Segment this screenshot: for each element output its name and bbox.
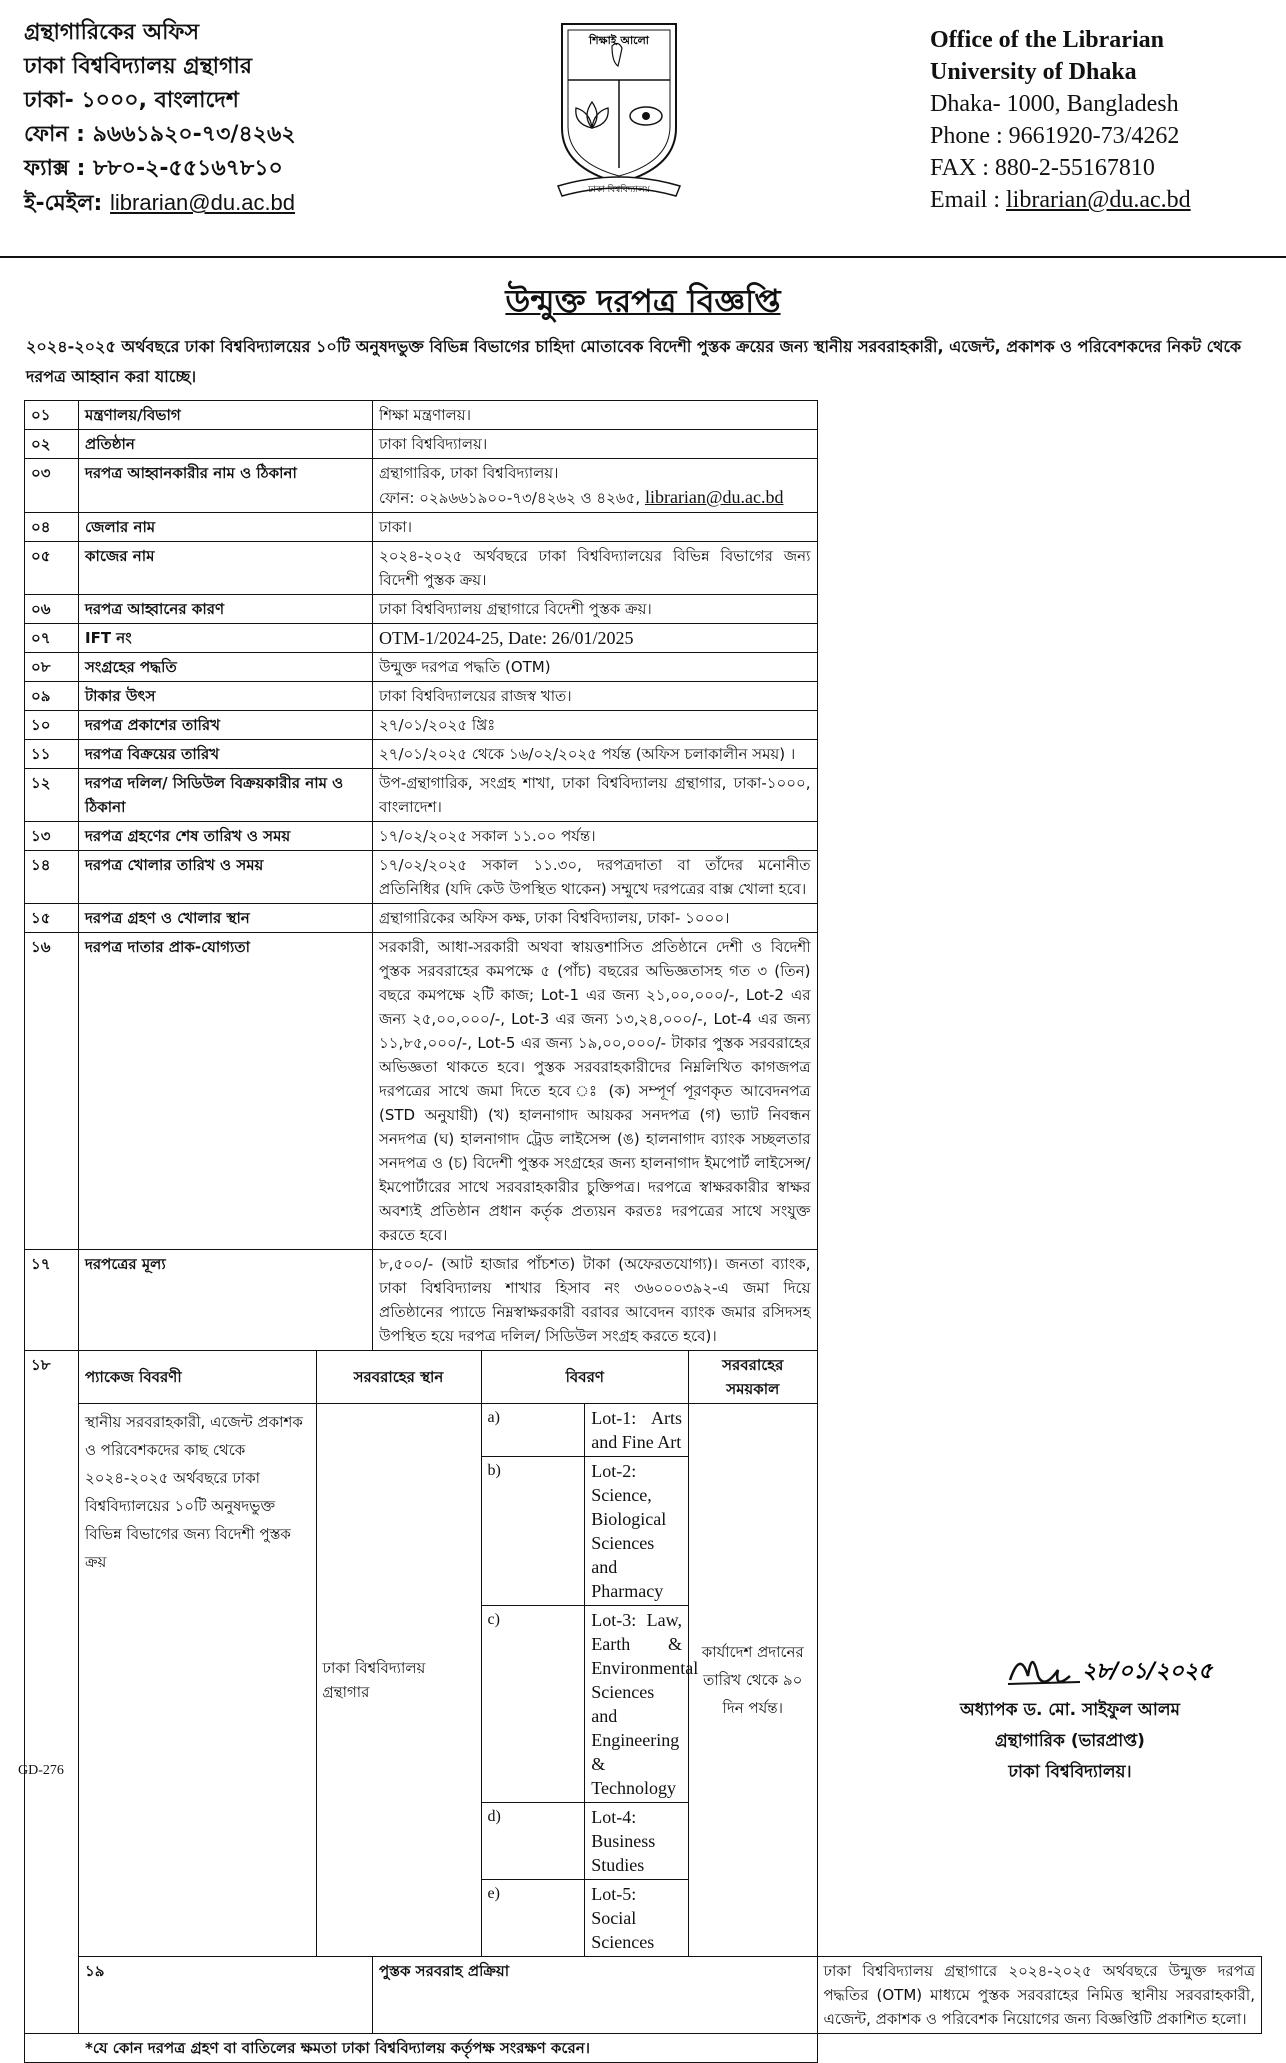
university-logo: [554, 18, 684, 198]
row-label: জেলার নাম: [79, 513, 373, 542]
table-row: [25, 711, 1262, 740]
table-row: [25, 653, 1262, 682]
bn-line: গ্রন্থাগারিকের অফিস: [24, 20, 199, 45]
row-value-text: ঢাকা বিশ্ববিদ্যালয় গ্রন্থাগারে বিদেশী পুস্তক ক্রয়।: [379, 600, 652, 618]
row-value-text: OTM-1/2024-25, Date: 26/01/2025: [379, 628, 634, 648]
row-value: [373, 401, 818, 430]
row-label: দরপত্র দলিল/ সিডিউল বিক্রয়কারীর নাম ও ঠিকানা: [79, 769, 373, 822]
en-email-link[interactable]: librarian@du.ac.bd: [1005, 187, 1191, 213]
table-row: [25, 822, 1262, 851]
notice-intro: ২০২৪-২০২৫ অর্থবছরে ঢাকা বিশ্ববিদ্যালয়ের ১০টি অনুষদভুক্ত বিভিন্ন বিভাগের চাহিদা মোতাবেক বিদেশী পুস্তক ক্রয়ের জন্য স্থানীয় সরবরাহকারী, এজেন্ট, প্রকাশক ও পরিবেশকদের নিকট থেকে দরপত্র আহ্বান করা যাচ্ছে।: [26, 337, 1242, 386]
en-email-label: Email :: [930, 187, 1006, 213]
table-row: [25, 459, 1262, 513]
row-label: দরপত্র আহ্বানকারীর নাম ও ঠিকানা: [79, 459, 373, 513]
row-value-text: গ্রন্থাগারিক, ঢাকা বিশ্ববিদ্যালয়।: [379, 464, 559, 482]
lot-row: [79, 1404, 817, 1457]
row-value-text: গ্রন্থাগারিকের অফিস কক্ষ, ঢাকা বিশ্ববিদ্যালয়, ঢাকা- ১০০০।: [379, 909, 730, 927]
row-value: [373, 740, 818, 769]
lot-name: Lot-2: Science, Biological Sciences and Pharmacy: [585, 1457, 689, 1606]
bn-line: ঢাকা বিশ্ববিদ্যালয় গ্রন্থাগার: [24, 54, 252, 79]
package-columns: [79, 1351, 817, 1404]
row-value-text: ঢাকা বিশ্ববিদ্যালয়ের রাজস্ব খাত।: [379, 687, 572, 705]
lot-key: e): [481, 1880, 585, 1957]
row-value-text: ঢাকা বিশ্ববিদ্যালয়।: [379, 435, 488, 453]
en-office-title: Office of the Librarian: [930, 27, 1164, 53]
tender-table: [24, 400, 1262, 2063]
row-value: [373, 595, 818, 624]
row-value: [373, 1250, 818, 1351]
bn-email-label: ই-মেইল:: [24, 191, 103, 216]
row-number: ১২: [25, 769, 79, 822]
row-value: [373, 513, 818, 542]
row-label: IFT নং: [79, 624, 373, 653]
col-package-header: প্যাকেজ বিবরণী: [79, 1351, 316, 1404]
signature-date: ২৮/০১/২০২৫: [1082, 1659, 1213, 1684]
row-value: [373, 822, 818, 851]
row-value-text: উপ-গ্রন্থাগারিক, সংগ্রহ শাখা, ঢাকা বিশ্ববিদ্যালয় গ্রন্থাগার, ঢাকা-১০০০, বাংলাদেশ।: [379, 774, 811, 816]
table-row: [25, 401, 1262, 430]
table-row: [25, 1957, 1262, 2034]
row-label: দরপত্র বিক্রয়ের তারিখ: [79, 740, 373, 769]
row-number: ১৭: [25, 1250, 79, 1351]
row-value-text: সরকারী, আধা-সরকারী অথবা স্বায়ত্তশাসিত প্রতিষ্ঠানে দেশী ও বিদেশী পুস্তক সরবরাহের কমপক্ষে ৫ (পাঁচ) বছরের অভিজ্ঞতাসহ গত ৩ (তিন) বছরে কমপক্ষে ২টি কাজ; Lot-1 এর জন্য ২১,০০,০০০/-, Lot-2 এর জন্য ২৫,০০,০০০/-, Lot-3 এর জন্য ১৩,২৪,০০০/-, Lot-4 এর জন্য ১১,৮৫,০০০/-, Lot-5 এর জন্য ১৯,০০,০০০/- টাকার পুস্তক সরবরাহের অভিজ্ঞতা থাকতে হবে। পুস্তক সরবরাহকারীদের নিম্নলিখিত কাগজপত্র দরপত্রের সাথে জমা দিতে হবে ঃ (ক) সম্পূর্ণ পূরণকৃত আবেদনপত্র (STD অনুযায়ী) (খ) হালনাগাদ আয়কর সনদপত্র (গ) ভ্যাট নিবন্ধন সনদপত্র (ঘ) হালনাগাদ ট্রেড লাইসেন্স (ঙ) হালনাগাদ ব্যাংক সচ্ছলতার সনদপত্র ও (চ) বিদেশী পুস্তক সংগ্রহের জন্য হালনাগাদ ইমপোর্ট লাইসেন্স/ইমপোর্টারের সাথে সরবরাহকারীর চুক্তিপত্র। দরপত্রে স্বাক্ষরকারীর স্বাক্ষর অবশ্যই প্রতিষ্ঠান প্রধান কর্তৃক প্রত্যয়ন করতঃ দরপত্রের সাথে সংযুক্ত করতে হবে।: [379, 938, 811, 1244]
bn-line: ফ্যাক্স : ৮৮০-২-৫৫১৬৭৮১০: [24, 156, 283, 181]
row-value: [373, 682, 818, 711]
document-code: GD-276: [18, 1763, 64, 1778]
row-value: [373, 653, 818, 682]
lot-name: Lot-1: Arts and Fine Art: [585, 1404, 689, 1457]
row-label: দরপত্র দাতার প্রাক-যোগ্যতা: [79, 933, 373, 1250]
package-table: [79, 1351, 817, 1956]
row-value: [373, 769, 818, 822]
signature-image: [1000, 1640, 1240, 1690]
signatory-name: অধ্যাপক ড. মো. সাইফুল আলম: [960, 1700, 1180, 1720]
lot-name: Lot-4: Business Studies: [585, 1803, 689, 1880]
row-value-text: ১৭/০২/২০২৫ সকাল ১১.৩০, দরপত্রদাতা বা তাঁদের মনোনীত প্রতিনিধির (যদি কেউ উপস্থিত থাকেন) সম্মুখে দরপত্রের বাক্স খোলা হবে।: [379, 856, 811, 898]
signatory-org: ঢাকা বিশ্ববিদ্যালয়।: [1008, 1762, 1132, 1782]
bn-line: ফোন : ৯৬৬১৯২০-৭৩/৪২৬২: [24, 122, 296, 147]
package-description: স্থানীয় সরবরাহকারী, এজেন্ট প্রকাশক ও পরিবেশকদের কাছ থেকে ২০২৪-২০২৫ অর্থবছরে ঢাকা বিশ্ববিদ্যালয়ের ১০টি অনুষদভুক্ত বিভিন্ন বিভাগের জন্য বিদেশী পুস্তক ক্রয়: [79, 1404, 316, 1957]
row-number: ০৫: [25, 542, 79, 595]
table-row: [25, 542, 1262, 595]
letterhead-bangla: [24, 16, 444, 221]
contact-phone: ফোন: ০২৯৬৬১৯০০-৭৩/৪২৬২ ও ৪২৬৫,: [379, 489, 645, 507]
row-number: ০৮: [25, 653, 79, 682]
row-value-text: উন্মুক্ত দরপত্র পদ্ধতি (OTM): [379, 658, 551, 676]
row-value-text: ঢাকা।: [379, 518, 413, 536]
row-label: পুস্তক সরবরাহ প্রক্রিয়া: [373, 1957, 818, 2034]
row-label: দরপত্র প্রকাশের তারিখ: [79, 711, 373, 740]
signatory-designation: গ্রন্থাগারিক (ভারপ্রাপ্ত): [995, 1731, 1145, 1751]
row-number: ১৫: [25, 904, 79, 933]
row-number: ১৬: [25, 933, 79, 1250]
row-number: ০৭: [25, 624, 79, 653]
table-row: [25, 624, 1262, 653]
row-value: [373, 459, 818, 513]
supply-period: কার্যাদেশ প্রদানের তারিখ থেকে ৯০ দিন পর্যন্ত।: [689, 1404, 817, 1957]
table-row: [25, 740, 1262, 769]
row-number: ১৪: [25, 851, 79, 904]
lot-key: a): [481, 1404, 585, 1457]
row-value-text: ২৭/০১/২০২৫ থেকে ১৬/০২/২০২৫ পর্যন্ত (অফিস চলাকালীন সময়) ।: [379, 745, 796, 763]
row-number: ১৩: [25, 822, 79, 851]
notice-title: [0, 276, 1286, 330]
en-line: FAX : 880-2-55167810: [930, 155, 1155, 181]
logo-motto: শিক্ষাই আলো: [589, 34, 649, 47]
footnote: *যে কোন দরপত্র গ্রহণ বা বাতিলের ক্ষমতা ঢাকা বিশ্ববিদ্যালয় কর্তৃপক্ষ সংরক্ষণ করেন।: [25, 2034, 818, 2063]
en-email-line: [930, 184, 1280, 216]
row-label: কাজের নাম: [79, 542, 373, 595]
table-row: [25, 769, 1262, 822]
row-value: [373, 711, 818, 740]
row-value-text: ২০২৪-২০২৫ অর্থবছরে ঢাকা বিশ্ববিদ্যালয়ের বিভিন্ন বিভাগের জন্য বিদেশী পুস্তক ক্রয়।: [379, 547, 811, 589]
lot-key: d): [481, 1803, 585, 1880]
table-row: [25, 851, 1262, 904]
contact-email-link[interactable]: librarian@du.ac.bd: [644, 487, 784, 507]
col-place-header: সরবরাহের স্থান: [316, 1351, 481, 1404]
row-label: দরপত্র আহ্বানের কারণ: [79, 595, 373, 624]
row-label: প্রতিষ্ঠান: [79, 430, 373, 459]
table-row: [25, 682, 1262, 711]
row-number: ১৮: [25, 1351, 79, 2034]
table-row: [25, 933, 1262, 1250]
row-value: [373, 851, 818, 904]
bn-email-line: [24, 186, 444, 221]
row-value-text: ১৭/০২/২০২৫ সকাল ১১.০০ পর্যন্ত।: [379, 827, 596, 845]
row-number: ১৯: [79, 1957, 373, 2034]
lot-name: Lot-5: Social Sciences: [585, 1880, 689, 1957]
row-label: টাকার উৎস: [79, 682, 373, 711]
row-label: মন্ত্রণালয়/বিভাগ: [79, 401, 373, 430]
row-number: ১০: [25, 711, 79, 740]
row-number: ০৩: [25, 459, 79, 513]
row-value-text: শিক্ষা মন্ত্রণালয়।: [379, 406, 471, 424]
footnote-row: [25, 2034, 1262, 2063]
row-number: ০৪: [25, 513, 79, 542]
row-value: [373, 904, 818, 933]
col-desc-header: বিবরণ: [481, 1351, 689, 1404]
en-line: Dhaka- 1000, Bangladesh: [930, 91, 1179, 117]
row-value: [373, 430, 818, 459]
lot-key: c): [481, 1606, 585, 1803]
notice-title-text: উন্মুক্ত দরপত্র বিজ্ঞপ্তি: [505, 282, 781, 320]
row-label: দরপত্র গ্রহণ ও খোলার স্থান: [79, 904, 373, 933]
row-number: ০২: [25, 430, 79, 459]
table-row: [25, 1250, 1262, 1351]
supply-place: ঢাকা বিশ্ববিদ্যালয় গ্রন্থাগার: [316, 1404, 481, 1957]
row-number: ০১: [25, 401, 79, 430]
lot-key: b): [481, 1457, 585, 1606]
row-label: দরপত্র গ্রহণের শেষ তারিখ ও সময়: [79, 822, 373, 851]
row-label: দরপত্র খোলার তারিখ ও সময়: [79, 851, 373, 904]
en-line: Phone : 9661920-73/4262: [930, 123, 1180, 149]
en-university: University of Dhaka: [930, 59, 1137, 85]
row-label: দরপত্রের মূল্য: [79, 1250, 373, 1351]
table-row: [25, 904, 1262, 933]
col-time-header: সরবরাহের সময়কাল: [689, 1351, 817, 1404]
row-value: [373, 542, 818, 595]
bn-email-link[interactable]: librarian@du.ac.bd: [110, 190, 296, 215]
row-value-text: ২৭/০১/২০২৫ খ্রিঃ: [379, 716, 496, 734]
row-value: ঢাকা বিশ্ববিদ্যালয় গ্রন্থাগারে ২০২৪-২০২৫ অর্থবছরে উন্মুক্ত দরপত্র পদ্ধতির (OTM) মাধ্যমে পুস্তক সরবরাহের নিমিত্ত স্থানীয় সরবরাহকারী, এজেন্ট, প্রকাশক ও পরিবেশক নিয়োগের জন্য বিজ্ঞপ্তিটি প্রকাশিত হলো।: [817, 1957, 1262, 2034]
signatory: [920, 1695, 1220, 1788]
row-value-contact: [379, 485, 811, 510]
table-row: [25, 595, 1262, 624]
table-row: [25, 513, 1262, 542]
row-number: ১১: [25, 740, 79, 769]
table-row: [25, 430, 1262, 459]
row-number: ০৯: [25, 682, 79, 711]
lot-name: Lot-3: Law, Earth & Environmental Sciences and Engineering & Technology: [585, 1606, 689, 1803]
letterhead: [0, 0, 1286, 258]
row-value-text: ৮,৫০০/- (আট হাজার পাঁচশত) টাকা (অফেরতযোগ্য)। জনতা ব্যাংক, ঢাকা বিশ্ববিদ্যালয় শাখার হিসাব নং ৩৬০০০৩৯২-এ জমা দিয়ে প্রতিষ্ঠানের প্যাডে নিম্নস্বাক্ষরকারী বরাবর আবেদন ব্যাংক জমার রসিদসহ উপস্থিত হয়ে দরপত্র দলিল/ সিডিউল সংগ্রহ করতে হবে)।: [379, 1255, 811, 1345]
package-cell: [79, 1351, 818, 1957]
row-value: [373, 933, 818, 1250]
logo-ribbon-text: ঢাকা বিশ্ববিদ্যালয়: [588, 185, 650, 195]
row-label: সংগ্রহের পদ্ধতি: [79, 653, 373, 682]
bn-line: ঢাকা- ১০০০, বাংলাদেশ: [24, 88, 239, 113]
row-number: ০৬: [25, 595, 79, 624]
letterhead-english: [930, 24, 1280, 216]
row-value: [373, 624, 818, 653]
